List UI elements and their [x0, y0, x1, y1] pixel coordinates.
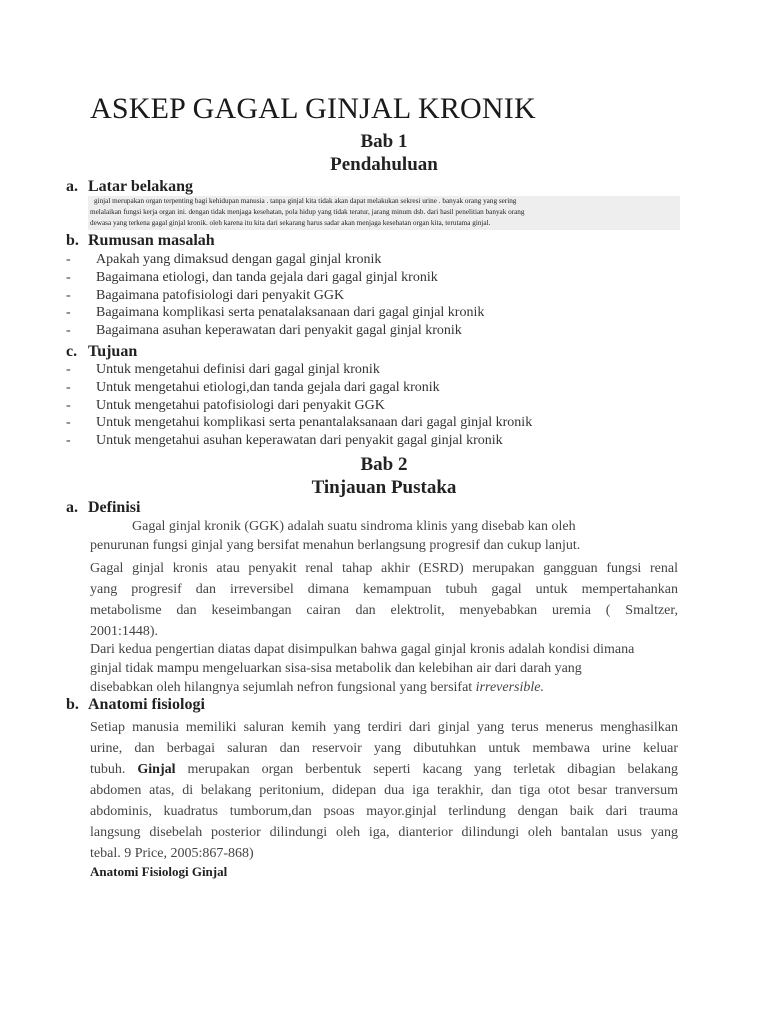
section-label: Definisi [88, 499, 141, 516]
chapter-2-subheading: Tinjauan Pustaka [311, 477, 457, 498]
latar-line: ginjal merupakan organ terpenting bagi kehidupan manusia . tanpa ginjal kita tidak akan dapat melakukan sekresi urine . banyak orang yang sering [94, 197, 517, 205]
section-label: Tujuan [88, 343, 138, 360]
list-item: - Apakah yang dimaksud dengan gagal ginjal kronik [66, 252, 382, 267]
section-label: Latar belakang [88, 178, 194, 195]
section-label: Rumusan masalah [88, 232, 215, 249]
document-title: ASKEP GAGAL GINJAL KRONIK [90, 92, 536, 125]
list-item: - Untuk mengetahui komplikasi serta penantalaksanaan dari gagal ginjal kronik [66, 415, 533, 430]
definisi-paragraph-1: Gagal ginjal kronik (GGK) adalah suatu sindroma klinis yang disebab kan oleh penurunan fungsi ginjal yang bersifat menahun berlangsung progresif dan cukup lanjut. [90, 519, 581, 553]
latar-line: melalaikan fungsi kerja organ ini. dengan tidak menjaga kesehatan, pola hidup yang tidak teratur, jarang minum dsb. dari hasil penelitian banyak orang [90, 208, 525, 216]
list-item: - Untuk mengetahui asuhan keperawatan dari penyakit gagal ginjal kronik [66, 433, 503, 448]
list-item: - Bagaimana patofisiologi dari penyakit GGK [66, 288, 345, 303]
section-letter: b. [66, 232, 79, 249]
section-letter: b. [66, 696, 79, 713]
anatomi-subheading: Anatomi Fisiologi Ginjal [90, 864, 228, 879]
list-item: - Bagaimana asuhan keperawatan dari penyakit gagal ginjal kronik [66, 323, 462, 338]
latar-belakang-text [88, 196, 680, 230]
bold-term: Ginjal [137, 762, 176, 777]
section-latar-belakang [66, 178, 193, 196]
chapter-2-heading: Bab 2 [360, 454, 408, 475]
list-item: - Bagaimana etiologi, dan tanda gejala dari gagal ginjal kronik [66, 270, 438, 285]
anatomi-paragraph: Setiap manusia memiliki saluran kemih yang terdiri dari ginjal yang terus menerus menghasilkan urine, dan berbagai saluran dan reservoir yang dibutuhkan untuk membawa urine keluar tubuh. Ginjal merupakan organ berbentuk seperti kacang yang terletak dibagian belakang abdomen atas, di belakang peritonium, didepan dua iga terakhir, dan tiga otot besar tranversum abdominis, kuadratus tumborum,dan psoas mayor.ginjal terlindung dengan baik dari trauma langsung disebelah posterior dilindungi oleh iga, dianterior dilindungi oleh bantalan usus yang tebal. 9 Price, 2005:867-868) [90, 720, 678, 861]
section-tujuan [66, 343, 137, 361]
list-item: - Untuk mengetahui definisi dari gagal ginjal kronik [66, 362, 380, 377]
list-item: - Untuk mengetahui patofisiologi dari penyakit GGK [66, 398, 385, 413]
section-letter: a. [66, 499, 78, 516]
latar-line: dewasa yang terkena gagal ginjal kronik. oleh karena itu kita dari sekarang harus sadar akan menjaga kesehatan organ kita, terutama ginjal. [90, 219, 491, 227]
section-anatomi-fisiologi [66, 696, 205, 714]
definisi-paragraph-2: Gagal ginjal kronis atau penyakit renal tahap akhir (ESRD) merupakan gangguan fungsi renal yang progresif dan irreversibel dimana kemampuan tubuh gagal untuk mempertahankan metabolisme dan keseimbangan cairan dan elektrolit, menyebabkan uremia ( Smaltzer, 2001:1448). [90, 561, 678, 639]
chapter-1-subheading: Pendahuluan [330, 154, 438, 175]
definisi-paragraph-3: Dari kedua pengertian diatas dapat disimpulkan bahwa gagal ginjal kronis adalah kondisi dimana ginjal tidak mampu mengeluarkan sisa-sisa metabolik dan kelebihan air dari darah yang disebabkan oleh hilangnya sejumlah nefron fungsional yang bersifat irreversible. [90, 642, 635, 695]
section-label: Anatomi fisiologi [88, 696, 205, 713]
chapter-1-heading: Bab 1 [360, 131, 408, 152]
list-item: - Bagaimana komplikasi serta penatalaksanaan dari gagal ginjal kronik [66, 305, 485, 320]
section-letter: c. [66, 343, 78, 360]
list-item: - Untuk mengetahui etiologi,dan tanda gejala dari gagal kronik [66, 380, 440, 395]
section-rumusan-masalah [66, 232, 215, 250]
section-definisi [66, 499, 140, 517]
section-letter: a. [66, 178, 78, 195]
italic-term: irreversible. [475, 680, 544, 695]
